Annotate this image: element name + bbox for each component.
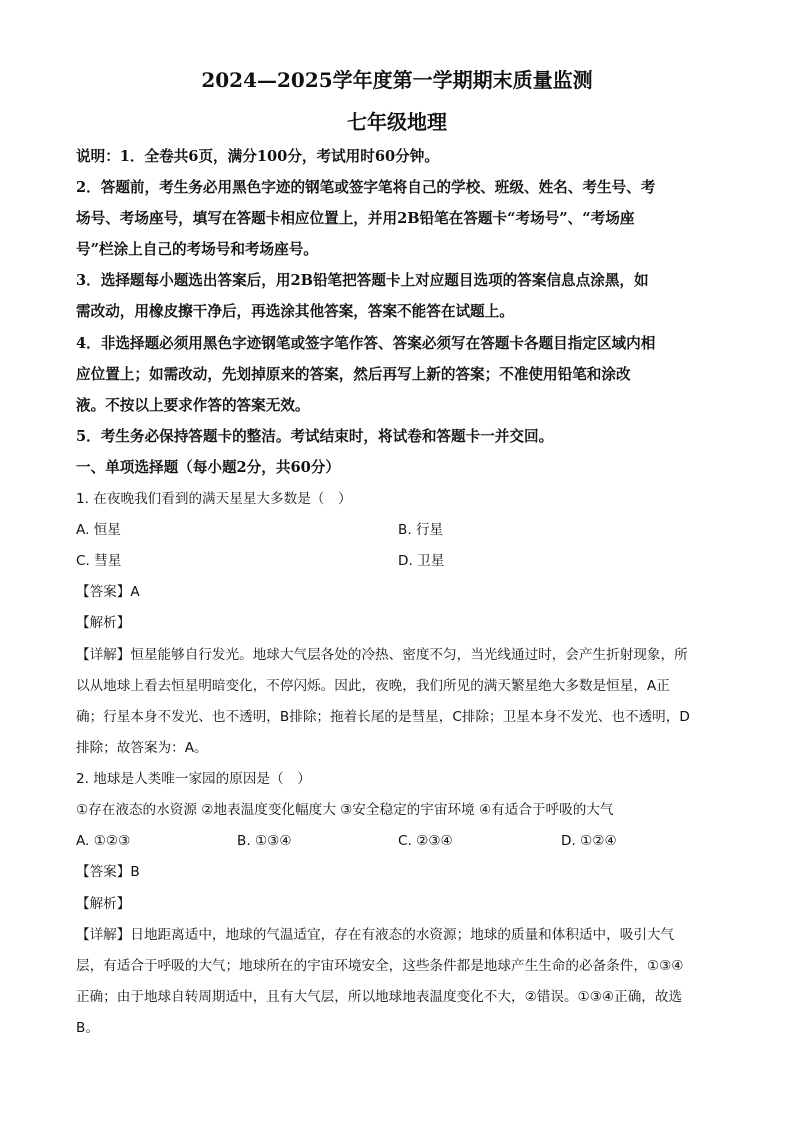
analysis-label: 【解析】 [76,615,131,631]
question-stem: 2. 地球是人类唯一家园的原因是（ ） [76,771,311,787]
option-b: B. ①③④ [237,833,292,849]
analysis-detail: 正确；由于地球自转周期适中，且有大气层，所以地球地表温度变化不大，②错误。①③④正确，故选 [76,989,683,1005]
instruction-line: 号”栏涂上自己的考场号和考场座号。 [76,241,318,258]
analysis-detail: 确；行星本身不发光、也不透明，B排除；拖着长尾的是彗星，C排除；卫星本身不发光、也不透明，D [76,709,690,725]
instruction-line: 3．选择题每小题选出答案后，用2B铅笔把答题卡上对应题目选项的答案信息点涂黑，如 [76,272,649,289]
option-a: A. ①②③ [76,833,131,849]
analysis-detail: 排除；故答案为：A。 [76,740,208,756]
analysis-detail: B。 [76,1020,99,1036]
question-statements: ①存在液态的水资源 ②地表温度变化幅度大 ③安全稳定的宇宙环境 ④有适合于呼吸的大气 [76,802,614,818]
analysis-detail: 【详解】日地距离适中，地球的气温适宜，存在有液态的水资源；地球的质量和体积适中，吸引大气 [76,927,675,943]
analysis-label: 【解析】 [76,896,131,912]
question-stem: 1. 在夜晚我们看到的满天星星大多数是（ ） [76,491,352,507]
answer-label: 【答案】B [76,864,140,880]
instruction-line: 说明：1．全卷共6页，满分100分，考试用时60分钟。 [76,148,439,165]
option-c: C. 彗星 [76,553,122,569]
option-c: C. ②③④ [398,833,453,849]
option-d: D. 卫星 [398,553,445,569]
instruction-line: 4．非选择题必须用黑色字迹钢笔或签字笔作答、答案必须写在答题卡各题目指定区域内相 [76,335,656,352]
option-b: B. 行星 [398,522,444,538]
analysis-detail: 层，有适合于呼吸的大气；地球所在的宇宙环境安全，这些条件都是地球产生生命的必备条件，①③④ [76,958,684,974]
instruction-line: 应位置上；如需改动，先划掉原来的答案，然后再写上新的答案；不准使用铅笔和涂改 [76,366,631,383]
option-d: D. ①②④ [561,833,617,849]
instruction-line: 场号、考场座号，填写在答题卡相应位置上，并用2B铅笔在答题卡“考场号”、“考场座 [76,210,635,227]
option-a: A. 恒星 [76,522,121,538]
section-heading: 一、单项选择题（每小题2分，共60分） [76,459,340,476]
analysis-detail: 以从地球上看去恒星明暗变化，不停闪烁。因此，夜晚，我们所见的满天繁星绝大多数是恒星，A正 [76,678,670,694]
instruction-line: 需改动，用橡皮擦干净后，再选涂其他答案，答案不能答在试题上。 [76,303,514,320]
answer-label: 【答案】A [76,584,140,600]
analysis-detail: 【详解】恒星能够自行发光。地球大气层各处的冷热、密度不匀，当光线通过时，会产生折射现象，所 [76,647,688,663]
instruction-line: 2．答题前，考生务必用黑色字迹的钢笔或签字笔将自己的学校、班级、姓名、考生号、考 [76,179,656,196]
instruction-line: 5．考生务必保持答题卡的整洁。考试结束时，将试卷和答题卡一并交回。 [76,428,554,445]
page-title: 2024—2025学年度第一学期期末质量监测 [201,68,593,92]
instruction-line: 液。不按以上要求作答的答案无效。 [76,397,310,414]
page-subtitle: 七年级地理 [347,110,447,134]
